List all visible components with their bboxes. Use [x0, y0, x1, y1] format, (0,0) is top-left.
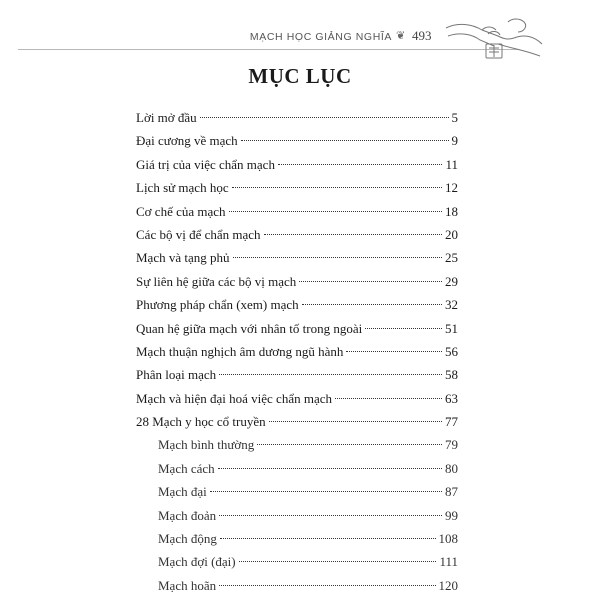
- toc-entry-label: Phương pháp chẩn (xem) mạch: [136, 297, 299, 313]
- dot-leader: [302, 304, 442, 305]
- toc-entry[interactable]: [136, 387, 458, 410]
- toc-subentry[interactable]: [136, 457, 458, 480]
- toc-subentry-page: 120: [438, 577, 458, 593]
- toc-entry-label: Mạch và hiện đại hoá việc chẩn mạch: [136, 390, 332, 406]
- toc-subentry-page: 79: [445, 437, 458, 453]
- toc-entry-label: Mạch thuận nghịch âm dương ngũ hành: [136, 343, 344, 359]
- toc-entry-label: Phân loại mạch: [136, 367, 217, 383]
- toc-entry-label: Cơ chế của mạch: [136, 203, 226, 219]
- page-number: 493: [412, 28, 432, 43]
- toc-subentry-label: Mạch đoản: [158, 507, 217, 523]
- toc-subentry-label: Mạch bình thường: [158, 437, 255, 453]
- toc-entry-page: 5: [451, 110, 458, 125]
- toc-subentry-page: 108: [438, 531, 458, 547]
- toc-subentry-page: 87: [445, 484, 458, 500]
- dot-leader: [257, 444, 442, 445]
- dot-leader: [229, 211, 442, 212]
- toc-subentry[interactable]: [136, 480, 458, 503]
- running-header: [0, 14, 600, 58]
- toc-entry[interactable]: [136, 129, 458, 152]
- toc-entry[interactable]: [136, 410, 458, 433]
- toc-entry-label: Lịch sử mạch học: [136, 180, 229, 196]
- toc-entry[interactable]: [136, 317, 458, 340]
- toc-subentry[interactable]: [136, 433, 458, 456]
- dot-leader: [241, 140, 449, 141]
- toc-entry-label: Các bộ vị để chẩn mạch: [136, 226, 261, 242]
- dot-leader: [233, 257, 442, 258]
- toc-entry-label: Sự liên hệ giữa các bộ vị mạch: [136, 273, 297, 289]
- toc-subentry-label: Mạch cách: [158, 460, 215, 476]
- toc-entry[interactable]: [136, 106, 458, 129]
- dot-leader: [269, 421, 442, 422]
- toc-entry[interactable]: [136, 363, 458, 386]
- dot-leader: [220, 538, 436, 539]
- toc-entry-page: 25: [445, 250, 458, 266]
- toc-entry-label: Đại cương về mạch: [136, 133, 238, 149]
- toc-entry[interactable]: [136, 340, 458, 363]
- dot-leader: [365, 328, 442, 329]
- toc-entry-label: Lời mở đầu: [136, 110, 197, 125]
- hands-pulse-illustration-icon: [438, 14, 548, 66]
- dot-leader: [335, 398, 442, 399]
- table-of-contents: [136, 106, 458, 597]
- toc-entry[interactable]: [136, 270, 458, 293]
- toc-subentry-page: 99: [445, 507, 458, 523]
- dot-leader: [218, 468, 442, 469]
- dot-leader: [264, 234, 442, 235]
- dot-leader: [239, 561, 437, 562]
- dot-leader: [219, 515, 442, 516]
- toc-entry-label: Mạch và tạng phủ: [136, 250, 230, 266]
- toc-subentry-page: 80: [445, 460, 458, 476]
- dot-leader: [299, 281, 442, 282]
- toc-entry[interactable]: [136, 200, 458, 223]
- toc-entry-page: 51: [445, 320, 458, 336]
- toc-entry-page: 11: [445, 156, 458, 172]
- toc-entry-page: 18: [445, 203, 458, 219]
- toc-subentry[interactable]: [136, 550, 458, 573]
- toc-entry-page: 29: [445, 273, 458, 289]
- toc-entry-page: 58: [445, 367, 458, 383]
- dot-leader: [219, 374, 442, 375]
- running-title: MẠCH HỌC GIẢNG NGHĨA: [249, 31, 392, 43]
- toc-entry-page: 12: [445, 180, 458, 196]
- toc-subentry[interactable]: [136, 504, 458, 527]
- dot-leader: [200, 117, 449, 118]
- toc-entry[interactable]: [136, 153, 458, 176]
- toc-entry-page: 77: [445, 414, 458, 430]
- toc-entry-label: Quan hệ giữa mạch với nhân tố trong ngoài: [136, 320, 363, 336]
- toc-entry-label: 28 Mạch y học cổ truyền: [136, 414, 266, 430]
- dot-leader: [232, 187, 442, 188]
- toc-entry[interactable]: [136, 223, 458, 246]
- toc-subentry-label: Mạch đại: [158, 484, 207, 500]
- toc-entry-page: 63: [445, 390, 458, 406]
- toc-subentry-label: Mạch động: [158, 531, 217, 547]
- dot-leader: [346, 351, 442, 352]
- dot-leader: [219, 585, 435, 586]
- toc-entry-page: 56: [445, 343, 458, 359]
- toc-subentry-page: 111: [439, 554, 458, 570]
- toc-entry[interactable]: [136, 246, 458, 269]
- leaf-ornament-icon: ❦: [396, 30, 406, 42]
- toc-subentry[interactable]: [136, 527, 458, 550]
- toc-subentry-label: Mạch hoãn: [158, 577, 217, 593]
- toc-entry[interactable]: [136, 293, 458, 316]
- toc-entry-label: Giá trị của việc chẩn mạch: [136, 156, 275, 172]
- toc-entry-page: 9: [451, 133, 458, 149]
- toc-subentry[interactable]: [136, 574, 458, 597]
- toc-subentry-label: Mạch đợi (đại): [158, 554, 236, 570]
- toc-entry-page: 32: [445, 297, 458, 313]
- page-title: MỤC LỤC: [248, 64, 352, 88]
- dot-leader: [210, 491, 442, 492]
- toc-entry[interactable]: [136, 176, 458, 199]
- toc-entry-page: 20: [445, 226, 458, 242]
- dot-leader: [278, 164, 443, 165]
